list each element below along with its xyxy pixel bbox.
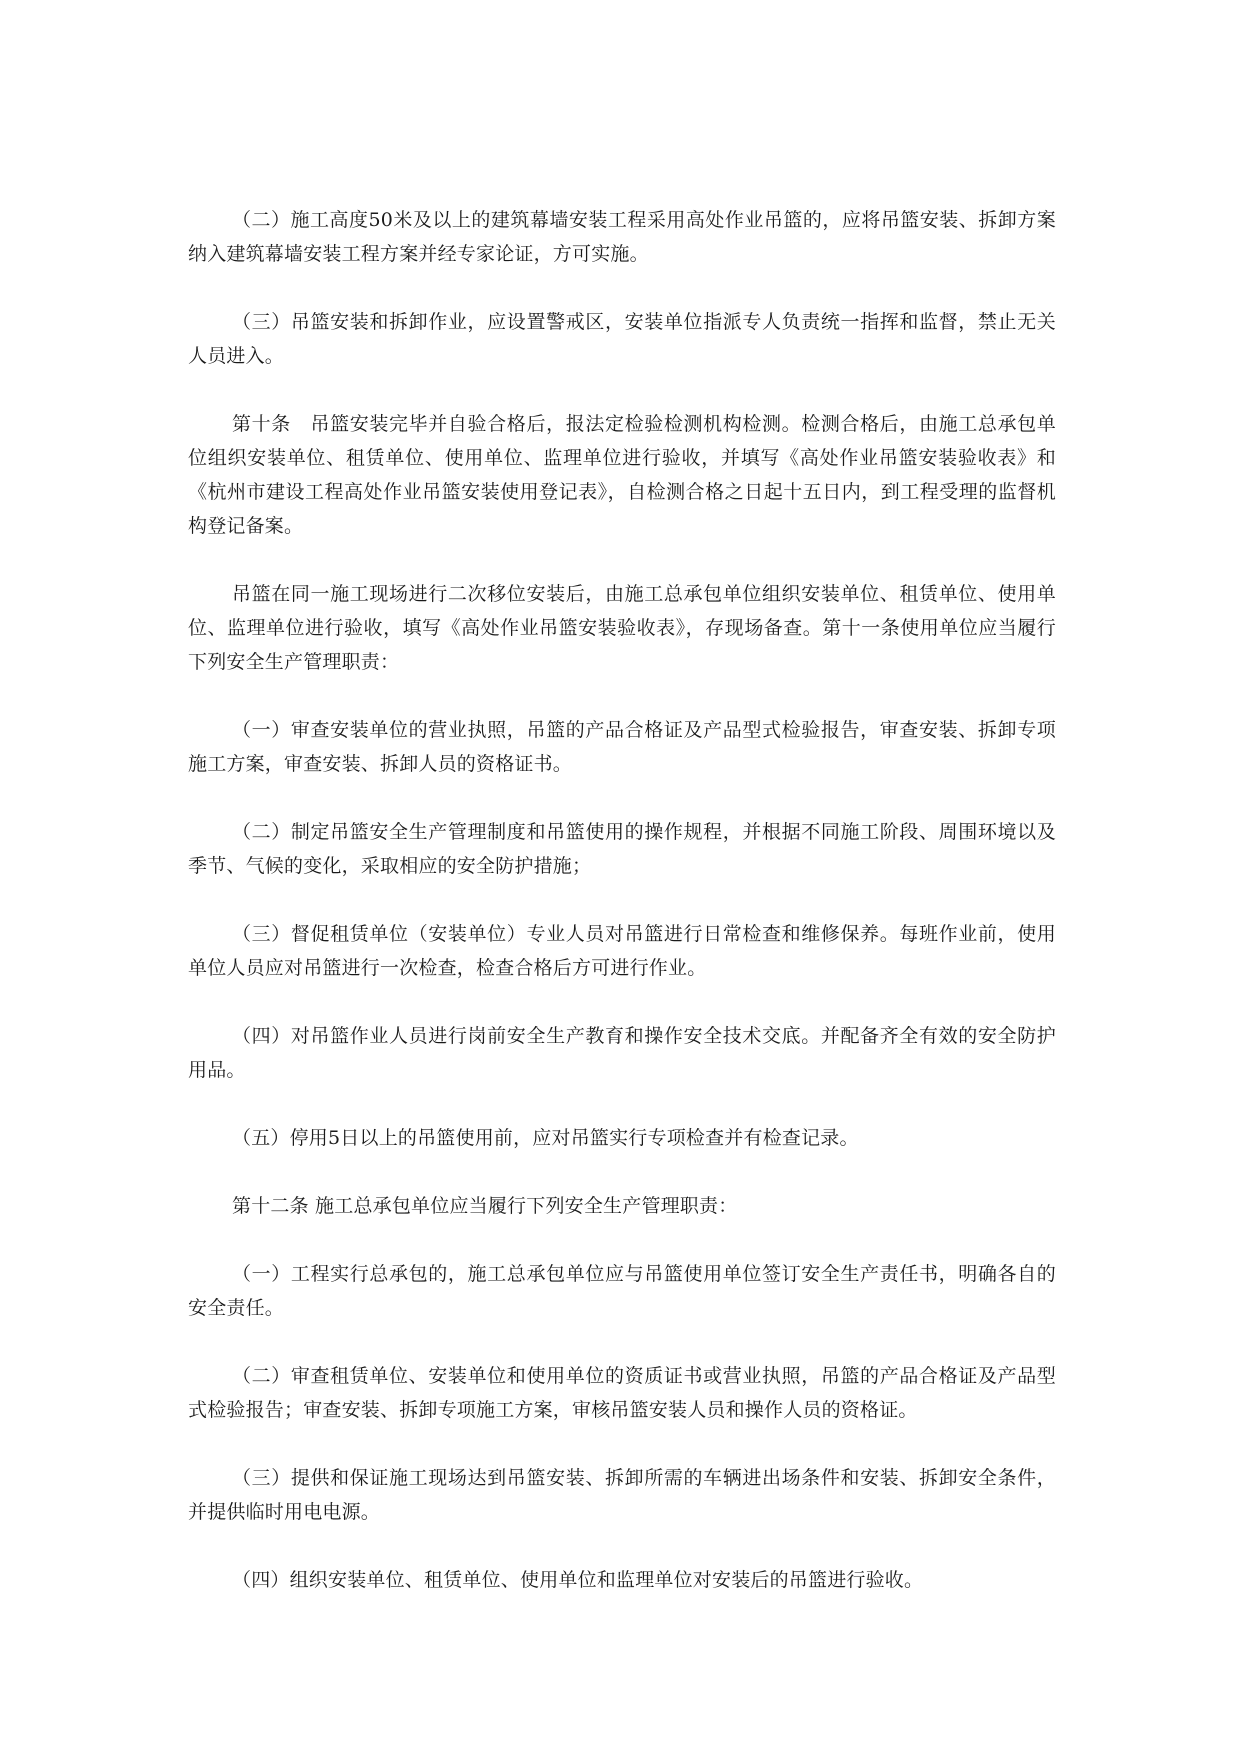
paragraph-contractor-duty-2: （二）审查租赁单位、安装单位和使用单位的资质证书或营业执照，吊篮的产品合格证及产品型式检验报告；审查安装、拆卸专项施工方案，审核吊篮安装人员和操作人员的资格证。 <box>188 1365 1056 1421</box>
document-body <box>188 203 1056 1597</box>
paragraph-duty-4-training: （四）对吊篮作业人员进行岗前安全生产教育和操作安全技术交底。并配备齐全有效的安全防护用品。 <box>188 1025 1056 1081</box>
paragraph-relocation-and-article-11: 吊篮在同一施工现场进行二次移位安装后，由施工总承包单位组织安装单位、租赁单位、使用单位、监理单位进行验收，填写《高处作业吊篮安装验收表》，存现场备查。第十一条使用单位应当履行下列安全生产管理职责： <box>188 583 1056 673</box>
paragraph-contractor-duty-4: （四）组织安装单位、租赁单位、使用单位和监理单位对安装后的吊篮进行验收。 <box>232 1569 924 1591</box>
paragraph-section-2-height: （二）施工高度50米及以上的建筑幕墙安装工程采用高处作业吊篮的，应将吊篮安装、拆卸方案纳入建筑幕墙安装工程方案并经专家论证，方可实施。 <box>188 209 1056 265</box>
paragraph-article-10: 第十条 吊篮安装完毕并自验合格后，报法定检验检测机构检测。检测合格后，由施工总承包单位组织安装单位、租赁单位、使用单位、监理单位进行验收，并填写《高处作业吊篮安装验收表》和《杭州市建设工程高处作业吊篮安装使用登记表》，自检测合格之日起十五日内，到工程受理的监督机构登记备案。 <box>188 413 1056 537</box>
paragraph-duty-3-inspection: （三）督促租赁单位（安装单位）专业人员对吊篮进行日常检查和维修保养。每班作业前，使用单位人员应对吊篮进行一次检查，检查合格后方可进行作业。 <box>188 923 1056 979</box>
paragraph-duty-1-review: （一）审查安装单位的营业执照，吊篮的产品合格证及产品型式检验报告，审查安装、拆卸专项施工方案，审查安装、拆卸人员的资格证书。 <box>188 719 1056 775</box>
paragraph-duty-5-idle-check: （五）停用5日以上的吊篮使用前，应对吊篮实行专项检查并有检查记录。 <box>232 1127 859 1149</box>
paragraph-duty-2-rules: （二）制定吊篮安全生产管理制度和吊篮使用的操作规程，并根据不同施工阶段、周围环境以及季节、气候的变化，采取相应的安全防护措施； <box>188 821 1056 877</box>
paragraph-contractor-duty-3: （三）提供和保证施工现场达到吊篮安装、拆卸所需的车辆进出场条件和安装、拆卸安全条件，并提供临时用电电源。 <box>188 1467 1056 1523</box>
paragraph-section-3-warning-zone: （三）吊篮安装和拆卸作业，应设置警戒区，安装单位指派专人负责统一指挥和监督，禁止无关人员进入。 <box>188 311 1056 367</box>
paragraph-contractor-duty-1: （一）工程实行总承包的，施工总承包单位应与吊篮使用单位签订安全生产责任书，明确各自的安全责任。 <box>188 1263 1056 1319</box>
paragraph-article-12: 第十二条 施工总承包单位应当履行下列安全生产管理职责： <box>232 1195 738 1217</box>
